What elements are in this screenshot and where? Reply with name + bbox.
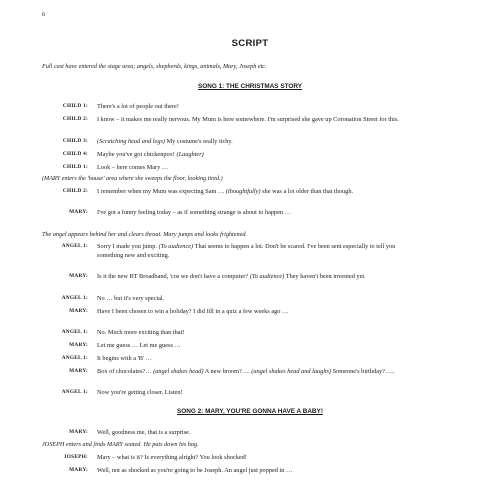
speaker-label: ANGEL 1:: [61, 329, 88, 335]
speech-run: Mary – what is it? Is everything alright? You look shocked!: [97, 454, 247, 461]
speech-text: [97, 328, 413, 337]
speech-run: My costume's really itchy.: [165, 138, 233, 145]
speech-run: They haven't been invented yet.: [284, 273, 366, 280]
speaker-label: MARY:: [69, 209, 88, 215]
speaker-label: ANGEL 1:: [61, 355, 88, 361]
stage-aside: (Laughter): [176, 151, 204, 158]
stage-direction: (MARY enters the 'house' area where she sweeps the floor, looking tired.): [42, 175, 223, 182]
speech-text: [97, 137, 413, 146]
stage-aside: (angel shakes head and laughs): [251, 368, 332, 375]
speaker-label: MARY:: [69, 273, 88, 279]
speech-run: Look – here comes Mary …: [97, 164, 169, 171]
speaker-label: ANGEL 1:: [61, 243, 88, 249]
speaker-label: MARY:: [69, 342, 88, 348]
speaker-label: MARY:: [69, 308, 88, 314]
speech-text: [97, 341, 413, 350]
speech-text: [97, 163, 413, 172]
speech-text: [97, 102, 413, 111]
speech-run: A new broom?….: [203, 368, 252, 375]
speech-run: Is it the new BT Broadband, 'cos we don't have a computer?: [97, 273, 250, 280]
speech-run: There's a lot of people out there!: [97, 103, 179, 110]
speaker-label: MARY:: [69, 467, 88, 473]
speech-text: [97, 388, 413, 397]
speaker-label: JOSEPH:: [63, 454, 88, 460]
speech-text: [97, 453, 413, 462]
speaker-label: CHILD 1:: [62, 164, 88, 170]
speech-text: [97, 115, 413, 124]
speaker-label: MARY:: [69, 429, 88, 435]
stage-aside: (angel shakes head): [153, 368, 204, 375]
speaker-label: CHILD 2:: [62, 116, 88, 122]
stage-direction: The angel appears behind her and clears throat. Mary jumps and looks frightened.: [42, 231, 247, 238]
page-title: SCRIPT: [231, 38, 269, 49]
page-number: 6: [42, 11, 46, 18]
speech-run: No … but it's very special.: [97, 295, 165, 302]
speech-run: It begins with a 'B' …: [97, 355, 152, 362]
speech-text: [97, 294, 413, 303]
speech-run: I remember when my Mum was expecting Sam …: [97, 188, 226, 195]
stage-aside: (Scratching head and legs): [97, 138, 166, 145]
speech-text: [97, 242, 413, 260]
speech-run: Maybe you've got chickenpox!: [97, 151, 177, 158]
speech-run: Sorry I made you jump.: [97, 243, 159, 250]
speech-text: [97, 367, 413, 376]
speaker-label: ANGEL 1:: [61, 389, 88, 395]
stage-direction-intro: Full cast have entered the stage area; angels, shepherds, kings, animals, Mary, Joseph etc.: [42, 63, 267, 70]
speech-text: [97, 354, 413, 363]
speech-text: [97, 150, 413, 159]
speaker-label: CHILD 1:: [62, 103, 88, 109]
song-heading-2: SONG 2: MARY, YOU'RE GONNA HAVE A BABY!: [177, 408, 323, 415]
speech-run: No. Much more exciting than that!: [97, 329, 185, 336]
speaker-label: MARY:: [69, 368, 88, 374]
speech-run: I've got a funny feeling today – as if something strange is about to happen …: [97, 209, 292, 216]
speech-text: [97, 187, 413, 196]
speaker-label: CHILD 3:: [62, 138, 88, 144]
speech-run: Let me guess … Let me guess …: [97, 342, 181, 349]
speech-run: I know – it makes me really nervous. My Mum is here somewhere. I'm surprised she gave up Coronation Street for this.: [97, 116, 399, 123]
speaker-label: ANGEL 1:: [61, 295, 88, 301]
speech-run: Someone's birthday?…..: [331, 368, 395, 375]
speech-text: [97, 307, 413, 316]
speech-run: Well, goodness me, that is a surprise.: [97, 429, 191, 436]
speech-text: [97, 272, 413, 281]
speech-run: Box of chocolates?…: [97, 368, 154, 375]
stage-aside: (To audience): [158, 243, 194, 250]
speech-text: [97, 466, 413, 475]
stage-aside: (To audience): [249, 273, 285, 280]
speaker-label: CHILD 2:: [62, 188, 88, 194]
speech-run: she was a lot older than that though.: [260, 188, 354, 195]
speech-run: Well, not as shocked as you're going to be Joseph. An angel just popped in …: [97, 467, 293, 474]
song-heading-1: SONG 1: THE CHRISTMAS STORY: [197, 83, 303, 90]
stage-direction: JOSEPH enters and finds MARY seated. He puts down his bag.: [42, 441, 199, 448]
speaker-label: CHILD 4:: [62, 151, 88, 157]
speech-text: [97, 428, 413, 437]
speech-run: Have I been chosen to win a holiday? I did fill in a quiz a few weeks ago …: [97, 308, 289, 315]
speech-run: That seems to happen a lot. Don't be scared. I've been sent especially to tell you something new and exciting.: [97, 243, 396, 259]
stage-aside: (thoughtfully): [225, 188, 261, 195]
speech-run: Now you're getting closer. Listen!: [97, 389, 183, 396]
speech-text: [97, 208, 413, 217]
